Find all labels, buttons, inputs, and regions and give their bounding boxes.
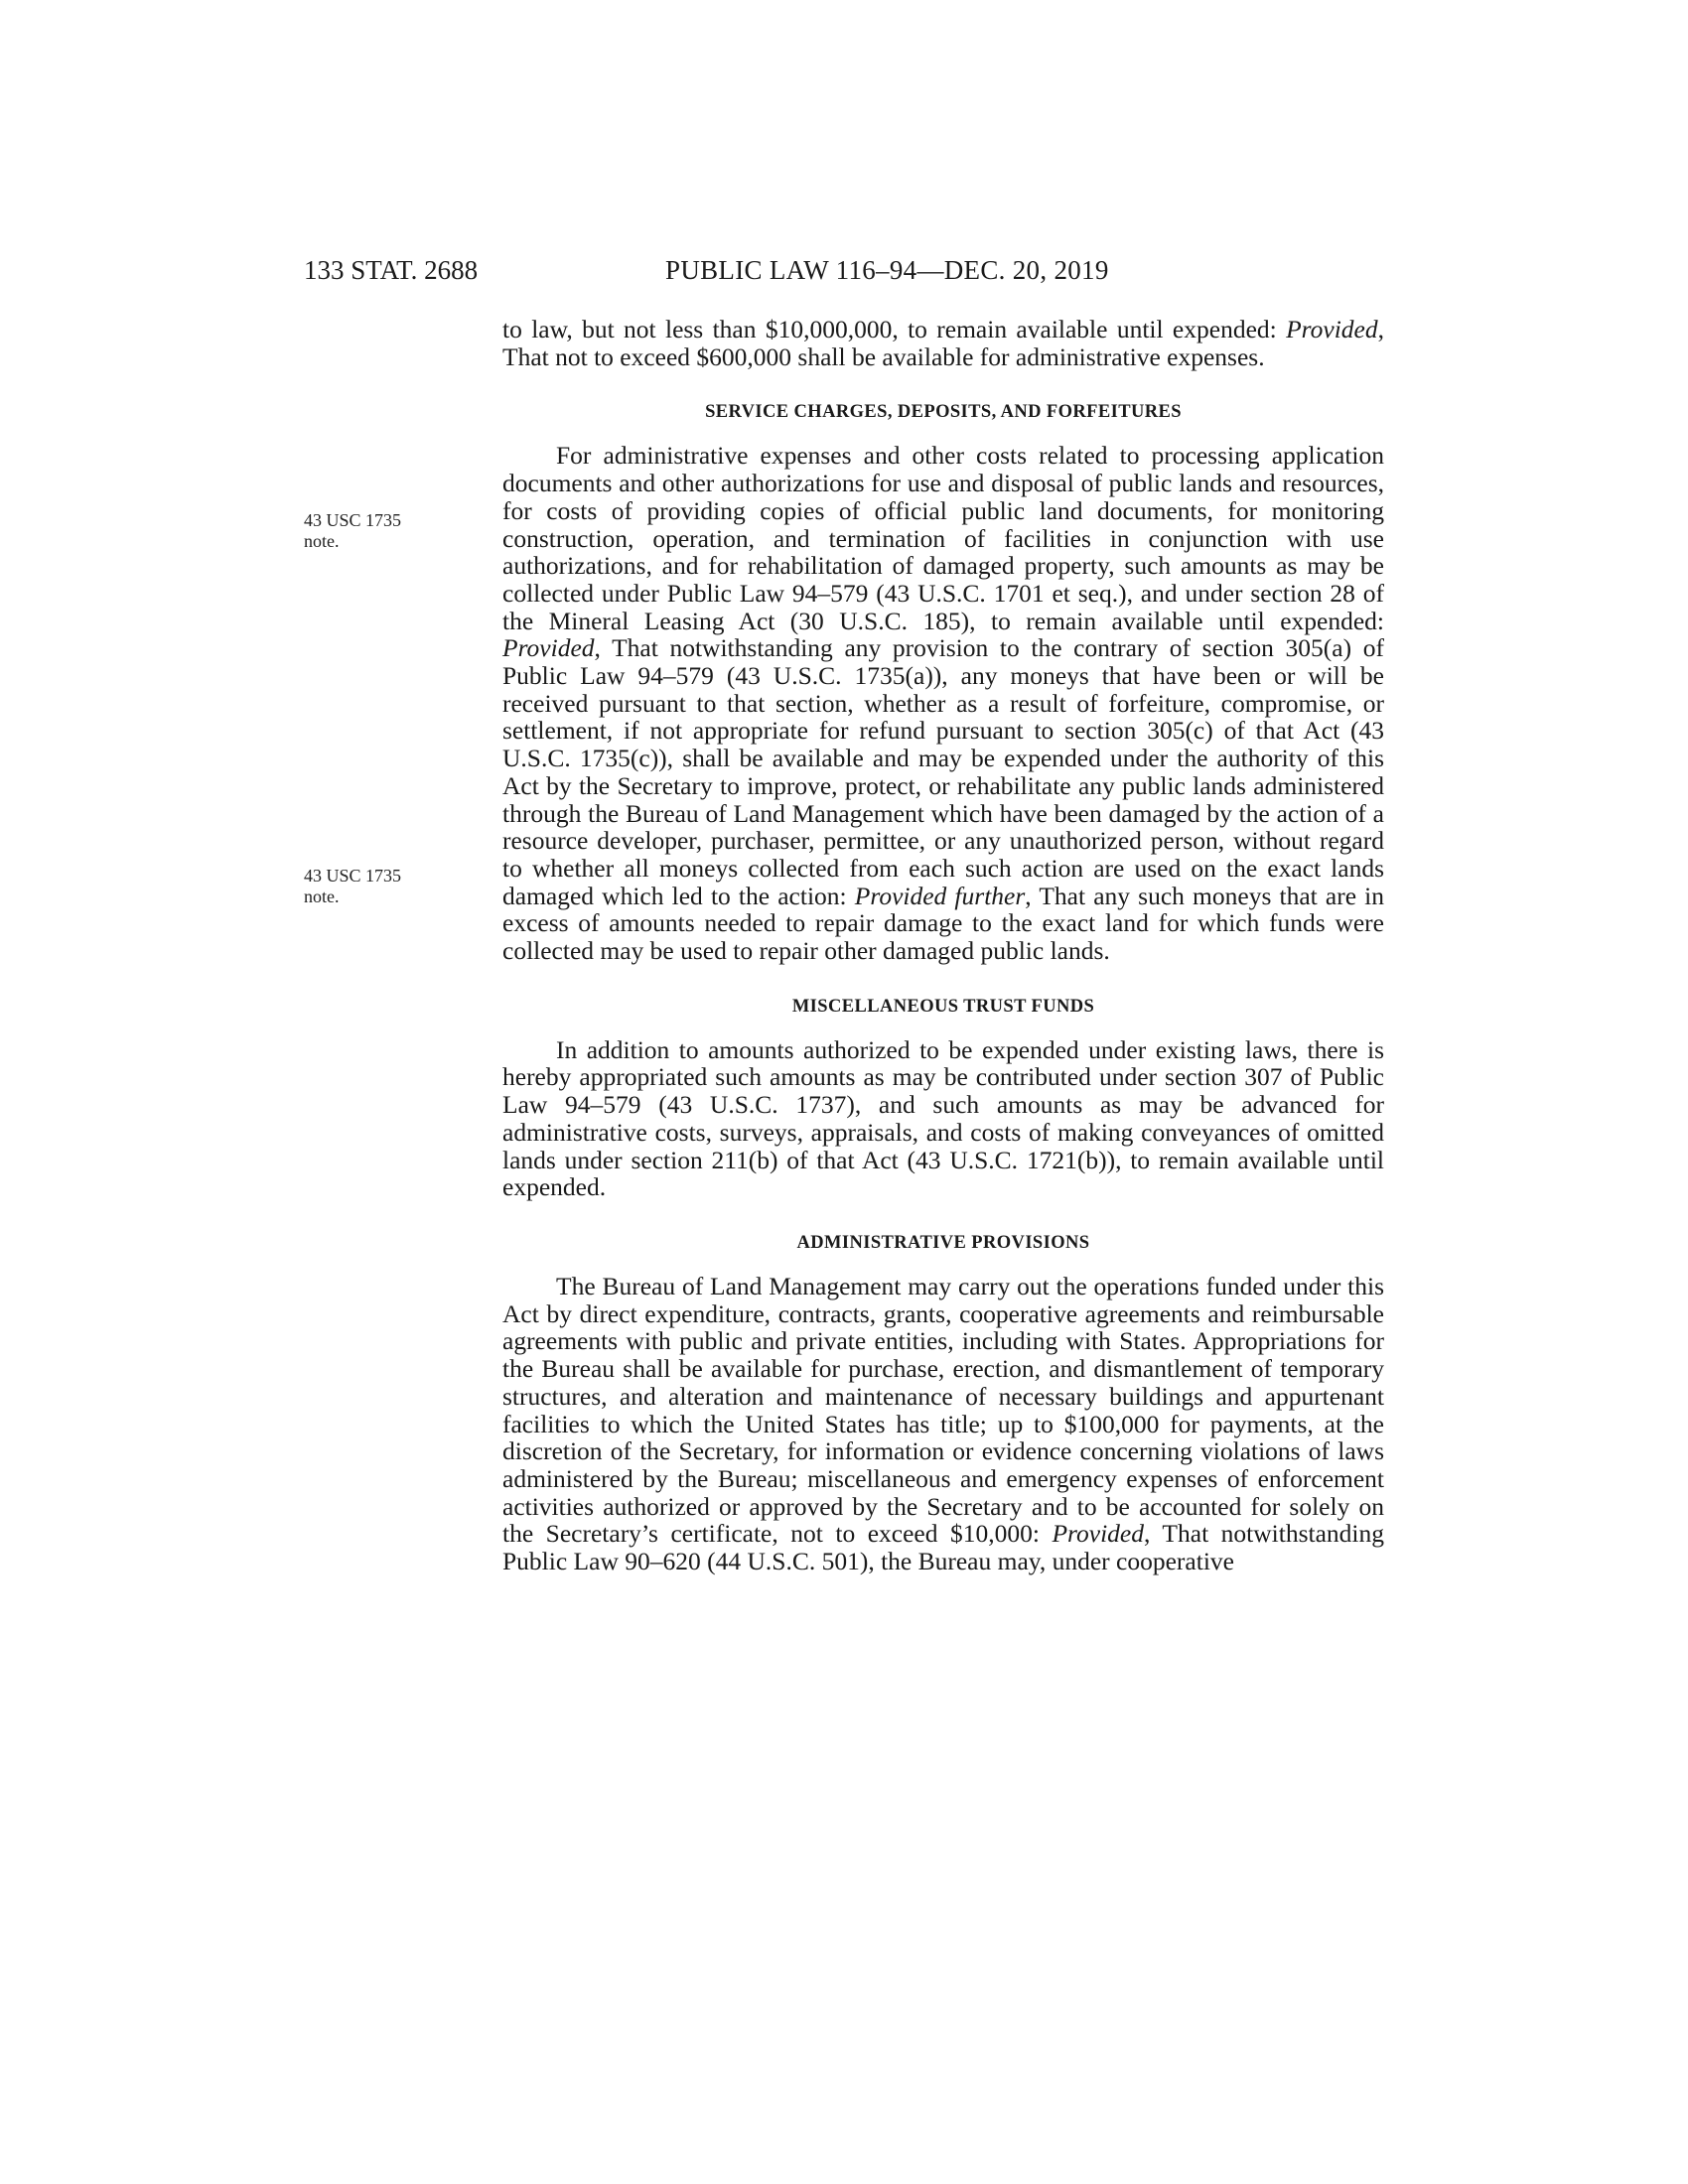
- service-charges-paragraph: For administrative expenses and other costs related to processing application documents and other authorizations for use and disposal of public lands and resources, for costs of providing copies of official public land documents, for monitoring construction, operation, and termination of facilities in conjunction with use authorizations, and for rehabilitation of damaged property, such amounts as may be collected under Public Law 94–579 (43 U.S.C. 1701 et seq.), and under section 28 of the Mineral Leasing Act (30 U.S.C. 185), to remain available until expended: Provided, That notwithstanding any provision to the contrary of section 305(a) of Public Law 94–579 (43 U.S.C. 1735(a)), any moneys that have been or will be received pursuant to that section, whether as a result of forfeiture, compromise, or settlement, if not appropriate for refund pursuant to section 305(c) of that Act (43 U.S.C. 1735(c)), shall be available and may be expended under the authority of this Act by the Secretary to improve, protect, or rehabilitate any public lands administered through the Bureau of Land Management which have been damaged by the action of a resource developer, purchaser, permittee, or any unauthorized person, without regard to whether all moneys collected from each such action are used on the exact lands damaged which led to the action: Provided further, That any such moneys that are in excess of amounts needed to repair damage to the exact land for which funds were collected may be used to repair other damaged public lands.: [502, 441, 1385, 966]
- margin-note-citation: [304, 866, 453, 907]
- misc-trust-funds-paragraph: In addition to amounts authorized to be expended under existing laws, there is hereby appropriated such amounts as may be contributed under section 307 of Public Law 94–579 (43 U.S.C. 1737), and such amounts as may be advanced for administrative costs, surveys, appraisals, and costs of making conveyances of omitted lands under section 211(b) of that Act (43 U.S.C. 1721(b)), to remain available until expended.: [502, 1034, 1384, 1202]
- section-heading-misc-trust-funds: MISCELLANEOUS TRUST FUNDS: [791, 996, 1095, 1017]
- margin-note-line: note.: [304, 887, 340, 906]
- admin-provisions-paragraph: The Bureau of Land Management may carry out the operations funded under this Act by direct expenditure, contracts, grants, cooperative agreements and reimbursable agreements with public and private entities, including with States. Appropriations for the Bureau shall be available for purchase, erection, and dismantlement of temporary structures, and alteration and maintenance of necessary buildings and appurtenant facilities to which the United States has title; up to $100,000 for payments, at the discretion of the Secretary, for information or evidence concerning violations of laws administered by the Bureau; miscellaneous and emergency expenses of enforcement activities authorized or approved by the Secretary and to be accounted for solely on the Secretary’s certificate, not to exceed $10,000: Provided, That notwithstanding Public Law 90–620 (44 U.S.C. 501), the Bureau may, under cooperative: [502, 1271, 1384, 1576]
- provided-italic: Provided: [1052, 1519, 1144, 1549]
- provided-further-italic: Provided further: [854, 881, 1026, 910]
- stat-reference: 133 STAT. 2688: [304, 255, 479, 285]
- section-heading-service-charges: SERVICE CHARGES, DEPOSITS, AND FORFEITURES: [705, 402, 1182, 423]
- section-heading-admin-provisions: ADMINISTRATIVE PROVISIONS: [796, 1232, 1090, 1253]
- provided-italic: Provided: [1286, 315, 1378, 343]
- public-law-reference: PUBLIC LAW 116–94—DEC. 20, 2019: [665, 255, 1109, 285]
- margin-note-line: note.: [304, 531, 340, 551]
- provided-italic: Provided: [502, 633, 595, 663]
- margin-note-line: 43 USC 1735: [304, 866, 402, 886]
- main-text-column: [502, 316, 1384, 1575]
- intro-paragraph: to law, but not less than $10,000,000, to remain available until expended: Provided, That not to exceed $600,000 shall be available for administrative expenses.: [502, 315, 1384, 371]
- margin-note-citation: [304, 510, 453, 552]
- page-header: [304, 250, 1384, 290]
- margin-note-line: 43 USC 1735: [304, 510, 402, 530]
